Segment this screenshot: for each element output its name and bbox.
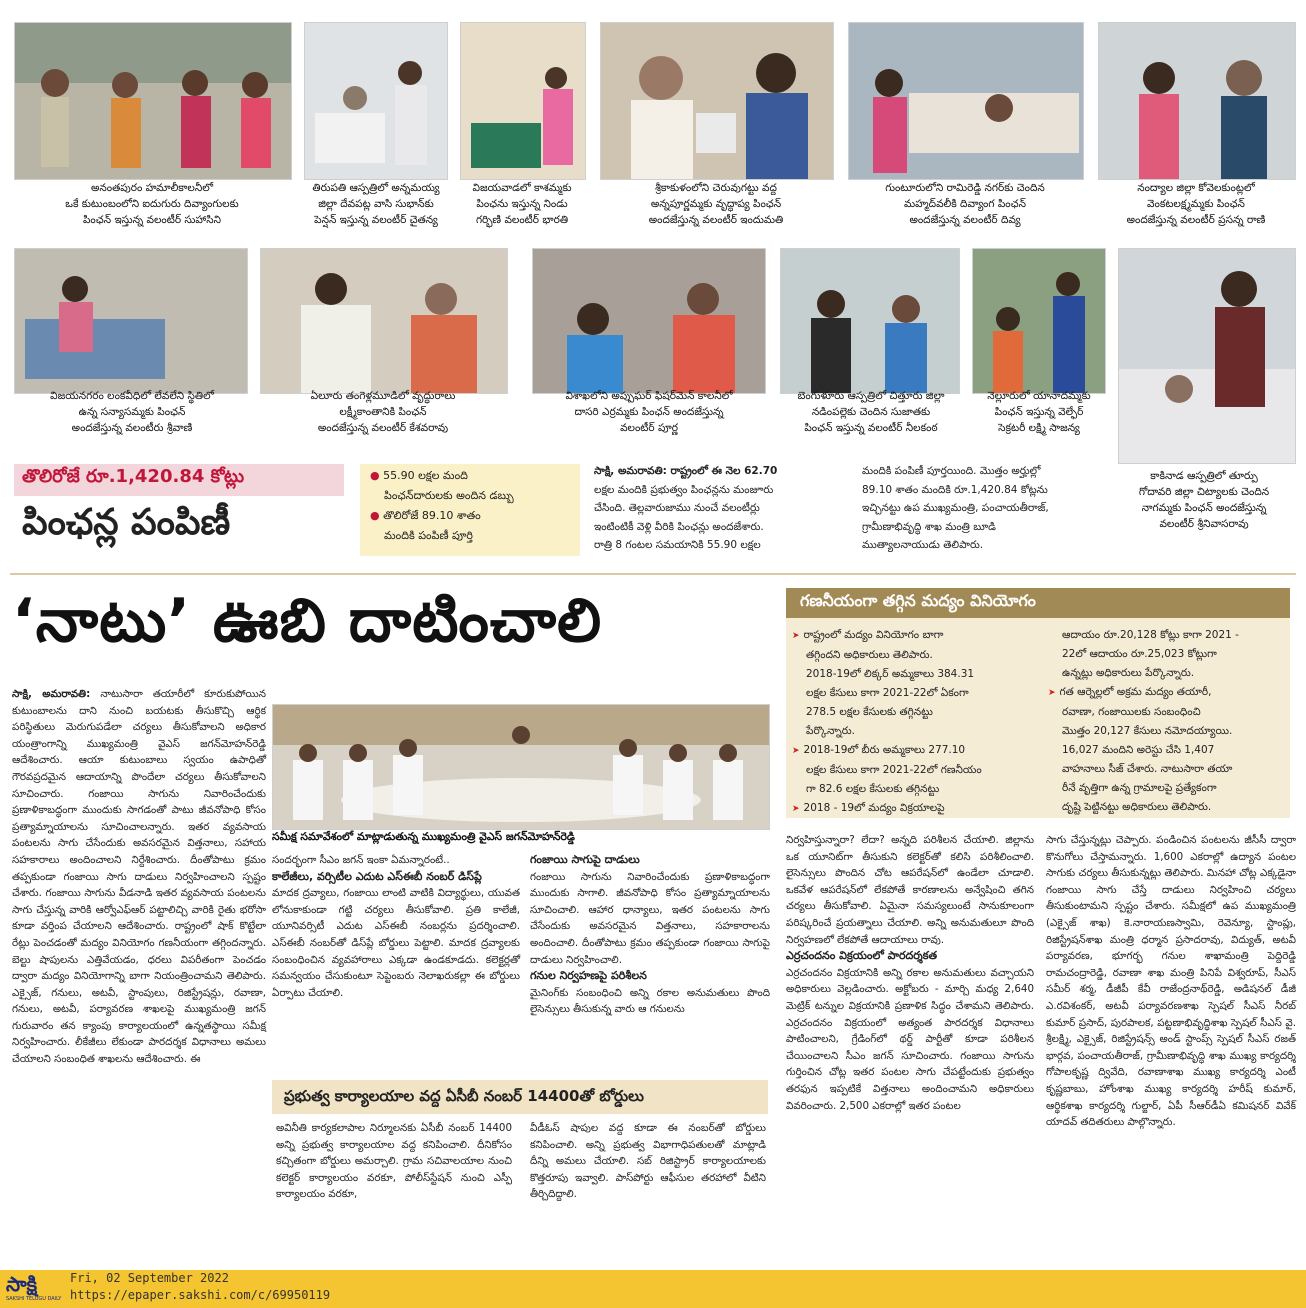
photo-9 [532,248,766,394]
photo-caption-7: విజయనగరం లంకవీధిలో లేవలేని స్థితిలో ఉన్న సన్యాసమ్మకు పింఛన్‌ అందజేస్తున్న వలంటీరు శ్రీవాణి [50,390,214,434]
liquor-line [792,780,1032,799]
liquor-line [1048,741,1288,760]
photo-1 [14,22,292,180]
photo-caption-4: శ్రీకాకుళంలోని చెరువుగట్టు వద్ద అన్నపూర్ణమ్మకు వృద్ధాప్య పింఛన్‌ అందజేస్తున్న వలంటీర్‌ ఇందుమతి [648,182,784,226]
photo-12 [1118,248,1296,464]
liquor-line-text: దృష్టి పెట్టినట్టు అధికారులు తెలిపారు. [1062,801,1212,813]
liquor-line-text: తగ్గిందని అధికారులు తెలిపారు. [806,649,933,661]
photo-caption-5: గుంటూరులోని రామిరెడ్డి నగర్‌కు చెందిన మహ్మద్‌వలీకి దివ్యాంగ పింఛన్‌ అందజేస్తున్న వలంటీర్‌ దివ్య [885,182,1045,226]
photo-10 [780,248,960,394]
liquor-line-text: 16,027 మందిని అరెస్టు చేసి 1,407 [1062,744,1215,756]
liquor-line [792,626,1032,646]
liquor-line-text: లక్షల కేసులు కాగా 2021-22లో గణనీయం [806,764,982,776]
photo-caption-9: విశాఖలోని అప్పుఘర్‌ ఫిషర్‌మెన్‌ కాలనీలో దాసరి ఎర్రమ్మకు పింఛన్‌ అందజేస్తున్న వలంటీర్‌ పూర్ణ [565,390,733,434]
liquor-line [1048,798,1288,817]
photo-2 [304,22,448,180]
liquor-line-text: ఆదాయం రూ.20,128 కోట్లు కాగా 2021 - [1062,629,1239,641]
footer-url[interactable]: https://epaper.sakshi.com/c/69950119 [70,1288,331,1302]
photo-3 [460,22,586,180]
liquor-line-text: 2018-19లో బీరు అమ్మకాలు 277.10 [803,744,966,756]
footer-logo-text: సాక్షి [6,1272,38,1296]
liquor-box-left [792,626,1032,819]
liquor-line [792,703,1032,722]
photo-7 [14,248,248,394]
liquor-line [1048,683,1288,703]
liquor-line [792,799,1032,819]
liquor-line-text: వాహనాలు సీజ్‌ చేశారు. నాటుసారా తయా [1062,763,1233,775]
main-col-4: నిర్వహిస్తున్నారా? లేదా? అన్నది పరిశీలన చేయాలి. జిల్లాను ఒక యూనిట్‌గా తీసుకుని కలెక్టర్‌తో కలిసి పరిశీలించాలి. లైసెన్సులు పొందిన చోట ఆపరేషన్‌లో ఉండేలా చూడాలి. ఒకవేళ ఆపరేషన్‌లో లేకపోతే కారణాలను అన్వేషించి తగిన చర్యలు తీసుకోవాలి. ఏమైనా సమస్యలుంటే సానుకూలంగా పరిష్కరించే ప్రయత్నాలు చేయాలి. అన్ని అనుమతులూ పొంది నిర్వహణలో లేకపోతే ఆదాయాలు రావు. ఎర్రచందనం విక్రయంలో పారదర్శకత ఎర్రచందనం విక్రయానికి అన్ని రకాల అనుమతులు వచ్చాయని అధికారులు వెల్లడించారు. అక్టోబరు - మార్చి మధ్య 2,640 మెట్రిక్‌ టన్నుల విక్రయానికి ప్రణాళిక సిద్ధం చేశామని తెలిపారు. ఎర్రచందనం విక్రయంలో అత్యంత పారదర్శక విధానాలు పాటించాలని, గ్రేడింగ్‌లో థర్డ్‌ పార్టీతో కూడా పరిశీలన చేయించాలని సీఎం జగన్‌ సూచించారు. గంజాయి సాగును గుర్తించిన చోట్ల ఇతర పంటల సాగు చేపట్టేందుకు ప్రభుత్వం తరఫున ఇప్పటికే విత్తనాలు అందించామని అధికారులు వివరించారు. 2,500 ఎకరాల్లో ఇతర పంటల [786,834,1034,1112]
photo-meeting [272,704,770,830]
liquor-line [792,684,1032,703]
liquor-box-title: గణనీయంగా తగ్గిన మద్యం వినియోగం [800,591,1036,610]
liquor-line [1048,626,1288,645]
photo-caption-10: బెంగుళూరు ఆస్పత్రిలో చిత్తూరు జిల్లా నడింపల్లెకు చెందిన సుజాతకు పింఛన్‌ ఇస్తున్న వలంటీర్‌ నీలకంఠ [797,390,945,434]
photo-caption-3: విజయవాడలో కాశమ్మకు పింఛను ఇస్తున్న నిండు గర్భిణి వలంటీర్‌ భారతి [472,182,572,226]
liquor-line-text: రాష్ట్రంలో మద్యం వినియోగం బాగా [803,629,944,641]
acb-box-col-1: అవినీతి కార్యకలాపాల నిర్మూలనకు ఏసీబీ నంబర్‌ 14400 అన్ని ప్రభుత్వ కార్యాలయాల వద్ద కనిపించాలి. దీనికోసం కచ్చితంగా బోర్డులు అమర్చాలి. గ్రామ సచివాలయాల నుంచి కలెక్టర్‌ కార్యాలయం వరకూ, పోలీస్‌స్టేషన్‌ నుంచి ఎస్పీ కార్యాలయం వరకూ, [276,1122,512,1201]
liquor-line-text: మొత్తం 20,127 కేసులు నమోదయ్యాయి. [1062,725,1233,737]
liquor-line [1048,779,1288,798]
liquor-box-right [1048,626,1288,817]
main-col-2: సందర్భంగా సీఎం జగన్‌ ఇంకా ఏమన్నారంటే.. కాలేజీలు, వర్సిటీల ఎదుట ఎస్‌ఈబీ నంబర్‌ డిస్‌ప్లే మాదక ద్రవ్యాలు, గంజాయి లాంటి వాటికి విద్యార్థులు, యువత లోనుకాకుండా గట్టి చర్యలు తీసుకోవాలి. ప్రతి కాలేజీ, యూనివర్సిటీ ఎదుట ఎస్‌ఈబీ నంబర్లను ప్రదర్శించాలి. ఎస్‌ఈబీ నంబర్‌తో డిస్‌ప్లే బోర్డులు పెట్టాలి. మాదక ద్రవ్యాలకు సంబంధించిన వ్యవహారాలు ఎక్కడా ఉండకూడదు. కలెక్టర్లతో సమన్వయం చేసుకుంటూ సెప్టెంబరు నెలాఖరుకల్లా ఈ బోర్డులు ఏర్పాటు చేయాలి. [272,854,520,999]
photo-caption-8: ఏలూరు తంగెళ్లమూడిలో వృద్ధురాలు లక్ష్మీకాంతానికి పింఛన్‌ అందజేస్తున్న వలంటీర్‌ కేశవరావు [310,390,456,434]
liquor-line-text: 2018 - 19లో మద్యం విక్రయాలపై [803,802,945,814]
liquor-line [792,741,1032,761]
main-col-3: గంజాయి సాగుపై దాడులు గంజాయి సాగును నివారించేందుకు ప్రణాళికాబద్ధంగా ముందుకు సాగాలి. జీవనోపాధి కోసం ప్రత్యామ్నాయాలను సూచించాలి. ఆహార ధాన్యాలు, ఇతర పంటలను సాగు చేసేందుకు అవసరమైన విత్తనాలు, సహకారాలను అందించాలి. దీంతోపాటు క్రమం తప్పకుండా గంజాయి సాగుపై దాడులు నిర్వహించాలి. గనుల నిర్వహణపై పరిశీలన మైనింగ్‌కు సంబంధించి అన్ని రకాల అనుమతులు పొంది లైసెన్సులు తీసుకున్న వారు ఆ గనులను [530,853,770,1016]
liquor-line-text: ఉన్నట్లు అధికారులు పేర్కొన్నారు. [1062,667,1195,679]
liquor-line-text: గత ఆర్నెల్లలో అక్రమ మద్యం తయారీ, [1059,686,1212,698]
liquor-line [1048,722,1288,741]
footer-logo [6,1272,62,1306]
liquor-line [1048,703,1288,722]
photo-6 [1098,22,1296,180]
bullet-arrow-icon: ➤ [1048,688,1056,698]
acb-box-title: ప్రభుత్వ కార్యాలయాల వద్ద ఏసీబీ నంబర్‌ 14400తో బోర్డులు [284,1087,644,1105]
liquor-line [792,646,1032,665]
photo-meeting-caption: సమీక్ష సమావేశంలో మాట్లాడుతున్న ముఖ్యమంత్రి వైఎస్‌ జగన్‌మోహన్‌రెడ్డి [272,830,575,843]
liquor-line [792,761,1032,780]
photo-8 [260,248,508,394]
main-col-5: సాగు చేస్తున్నట్లు చెప్పారు. పండించిన పంటలను జీసీసీ ద్వారా కొనుగోలు చేస్తామన్నారు. 1,600 ఎకరాల్లో ఉద్యాన పంటల సాగుకు చర్యలు తీసుకున్నట్లు తెలిపారు. మినహా చోట్ల ఎక్కడైనా గంజాయి సాగు చేస్తే దాడులు నిర్వహించి చర్యలు తీసుకుంటామని స్పష్టం చేశారు. సమీక్షలో ఉప ముఖ్యమంత్రి (ఎక్సైజ్‌ శాఖ) కె.నారాయణస్వామి, రెవెన్యూ, స్టాంప్లు, రిజిస్ట్రేషన్‌శాఖ మంత్రి ధర్మాన ప్రసాదరావు, విద్యుత్, అటవీ పర్యావరణ, భూగర్భ గనుల శాఖామంత్రి పెద్దిరెడ్డి రామచంద్రారెడ్డి, రవాణా శాఖ మంత్రి పినిపే విశ్వరూప్, సీఎస్‌ సమీర్‌ శర్మ, డీజీపీ కేవీ రాజేంద్రనాథ్‌రెడ్డి, అడిషనల్‌ డీజీ ఎ.రవిశంకర్, అటవీ పర్యావరణశాఖ స్పెషల్‌ సీఎస్‌ నీరబ్‌ కుమార్‌ ప్రసాద్, పురపాలక, పట్టణాభివృద్ధిశాఖ స్పెషల్‌ సీఎస్‌ వై. శ్రీలక్ష్మి, ఎక్సైజ్, రిజిస్ట్రేషన్స్‌ అండ్‌ స్టాంప్స్‌ స్పెషల్‌ సీఎస్‌ రజత్‌ భార్గవ, పంచాయతీరాజ్, గ్రామీణాభివృద్ధి శాఖ ముఖ్య కార్యదర్శి గోపాలకృష్ణ ద్వివేది, రవాణాశాఖ ముఖ్య కార్యదర్శి ఎంటీ కృష్ణబాబు, హోంశాఖ ముఖ్య కార్యదర్శి హరీష్‌ కుమార్, ఆర్థికశాఖ కార్యదర్శి గుల్జార్, ఏపీ సీఆర్‌డీఏ కమిషనర్‌ వివేక్‌ యాదవ్‌ తదితరులు పాల్గొన్నారు. [1046,834,1296,1129]
photo-11 [972,248,1106,394]
liquor-line [792,665,1032,684]
acb-box-col-2: వీడీఓస్‌ షాపుల వద్ద కూడా ఈ నంబర్‌తో బోర్డులు కనిపించాలి. అన్ని ప్రభుత్వ విభాగాధిపతులతో మాట్లాడి దీన్ని అమలు చేయాలి. సబ్‌ రిజిస్ట్రార్‌ కార్యాలయాలకు కొత్తరూపు ఇవ్వాలి. పాస్‌పోర్టు ఆఫీసుల తరహాలో వీటిని తీర్చిదిద్దాలి. [530,1122,766,1201]
photo-caption-12: కాకినాడ ఆస్పత్రిలో తూర్పు గోదావరి జిల్లా చిట్యాలకు చెందిన నాగమ్మకు పింఛన్‌ అందజేస్తున్న వలంటీర్‌ శ్రీనివాసరావు [1138,470,1270,530]
main-headline: ‘నాటు’ ఊబి దాటించాలి [12,586,603,656]
footer-logo-sub: SAKSHI TELUGU DAILY [6,1296,62,1302]
liquor-line-text: 2018-19లో లిక్కర్‌ అమ్మకాలు 384.31 [806,668,975,680]
bullet-arrow-icon: ➤ [792,804,800,814]
bullet-arrow-icon: ➤ [792,631,800,641]
pension-kicker-text: తొలిరోజే రూ.1,420.84 కోట్లు [22,466,245,487]
bullet-arrow-icon: ➤ [792,746,800,756]
photo-caption-11: నెల్లూరులో యానాదమ్మకు పింఛన్‌ ఇస్తున్న వెల్ఫేర్‌ సెక్రటరీ లక్ష్మి సాజన్య [987,390,1091,434]
pension-highlight-bullets: ● 55.90 లక్షల మంది పింఛన్‌దారులకు అందిన డబ్బు ● తొలిరోజే 89.10 శాతం మందికి పంపిణీ పూర్తి [370,469,514,542]
liquor-line [1048,645,1288,664]
main-col-1: సాక్షి, అమరావతి: నాటుసారా తయారీలో కూరుకుపోయిన కుటుంబాలను దాని నుంచి బయటకు తీసుకొచ్చి ఆర్థిక పరిస్థితులు మెరుగుపడేలా చర్యలు తీసుకోవాలని అధికార యంత్రాంగాన్ని ముఖ్యమంత్రి వైఎస్‌ జగన్‌మోహన్‌రెడ్డి ఆదేశించారు. ఆయా కుటుంబాలు స్వయం ఉపాధితో గౌరవప్రదమైన ఆదాయాన్ని పొందేలా చర్యలు తీసుకోవాలని సూచించారు. గంజాయి సాగును నివారించేందుకు ప్రణాళికాబద్ధంగా ముందుకు సాగడంతో పాటు జీవనోపాధి కోసం ప్రత్యామ్నాయాలను సూచించాలన్నారు. ఇతర వ్యవసాయ పంటలను సాగు చేసేందుకు అవసరమైన విత్తనాలు, సహాయ సహకారాలు అందించాలని నిర్దేశించారు. దీంతోపాటు క్రమం తప్పకుండా గంజాయి సాగు దాడులు నిర్వహించాలని స్పష్టం చేశారు. గంజాయి సాగును వీడనాడి ఇతర వ్యవసాయ పంటలను సాగు చేస్తున్న వారికి ఆర్వోఎఫ్‌ఆర్‌ పట్టాలిచ్చి వారికి రైతు భరోసా కూడా వర్తింప చేయాలని ఆదేశించారు. రాష్ట్రంలో షాక్‌ కొట్టేలా రేట్లు పెంచడంతో మద్యం వినియోగం గణనీయంగా తగ్గిందన్నారు. బెల్టు షాపులను ఎత్తివేయడం, ధరలు విపరీతంగా పెంచడం ద్వారా మద్యం వినియోగాన్ని బాగా నియంత్రించామని తెలిపారు. ఎక్సైజ్, గనులు, అటవీ, స్టాంపులు, రిజిస్ట్రేషన్లు, రవాణా, గనులు, అటవీ, పర్యావరణ శాఖలపై ముఖ్యమంత్రి జగన్‌ గురువారం తన క్యాంపు కార్యాలయంలో ఉన్నతస్థాయి సమీక్ష నిర్వహించారు. లీకేజీలు లేకుండా పారదర్శక విధానాలు అమలు చేయాలని సంబంధిత శాఖలను ఆదేశించారు. ఈ [12,688,266,1066]
liquor-line-text: లక్షల కేసులు కాగా 2021-22లో ఏకంగా [806,687,969,699]
photo-5 [848,22,1084,180]
liquor-line [1048,664,1288,683]
liquor-line-text: రవాణా, గంజాయిలకు సంబంధించి [1062,706,1201,718]
photo-caption-6: నంద్యాల జిల్లా కోవెలకుంట్లలో వెంకటలక్ష్మమ్మకు పింఛన్‌ అందజేస్తున్న వలంటీర్‌ ప్రసన్న రాణి [1126,182,1266,226]
pension-body-col1: సాక్షి, అమరావతి: రాష్ట్రంలో ఈ నెల 62.70 లక్షల మందికి ప్రభుత్వం పింఛన్లను మంజూరు చేసింది. తెల్లవారుజాము నుంచే వలంటీర్లు ఇంటింటికీ వెళ్లి వీరికి పింఛన్లు అందజేశారు. రాత్రి 8 గంటల సమయానికి 55.90 లక్షల [594,465,778,551]
pension-body-col2: మందికి పంపిణీ పూర్తయింది. మొత్తం అర్హుల్లో 89.10 శాతం మందికి రూ.1,420.84 కోట్లను ఇచ్చినట్టు ఉప ముఖ్యమంత్రి, పంచాయతీరాజ్, గ్రామీణాభివృద్ధి శాఖ మంత్రి బూడి ముత్యాలనాయుడు తెలిపారు. [862,465,1049,551]
photo-caption-2: తిరుపతి ఆస్పత్రిలో అన్నమయ్య జిల్లా దేవపట్ల వాసి సుభాన్‌కు పెన్షన్‌ ఇస్తున్న వలంటీర్‌ చైతన్య [312,182,440,226]
liquor-line-text: రీనే వృత్తిగా ఉన్న గ్రామాలపై ప్రత్యేకంగా [1062,782,1217,794]
liquor-line [1048,760,1288,779]
liquor-line-text: పేర్కొన్నారు. [806,725,855,737]
liquor-line-text: 22లో ఆదాయం రూ.25,023 కోట్లుగా [1062,648,1217,660]
liquor-line [792,722,1032,741]
photo-4 [600,22,834,180]
footer-date: Fri, 02 September 2022 [70,1271,229,1285]
photo-caption-1: అనంతపురం హమాలీకాలనీలో ఒకే కుటుంబంలోని ఐదుగురు దివ్యాంగులకు పింఛన్‌ ఇస్తున్న వలంటీర్‌ సుహాసిని [65,182,239,226]
liquor-line-text: గా 82.6 లక్షల కేసులకు తగ్గినట్టు [806,783,940,795]
section-divider [10,573,1296,575]
liquor-line-text: 278.5 లక్షల కేసులకు తగ్గినట్టు [806,706,933,718]
pension-headline: పింఛన్ల పంపిణీ [22,502,231,543]
